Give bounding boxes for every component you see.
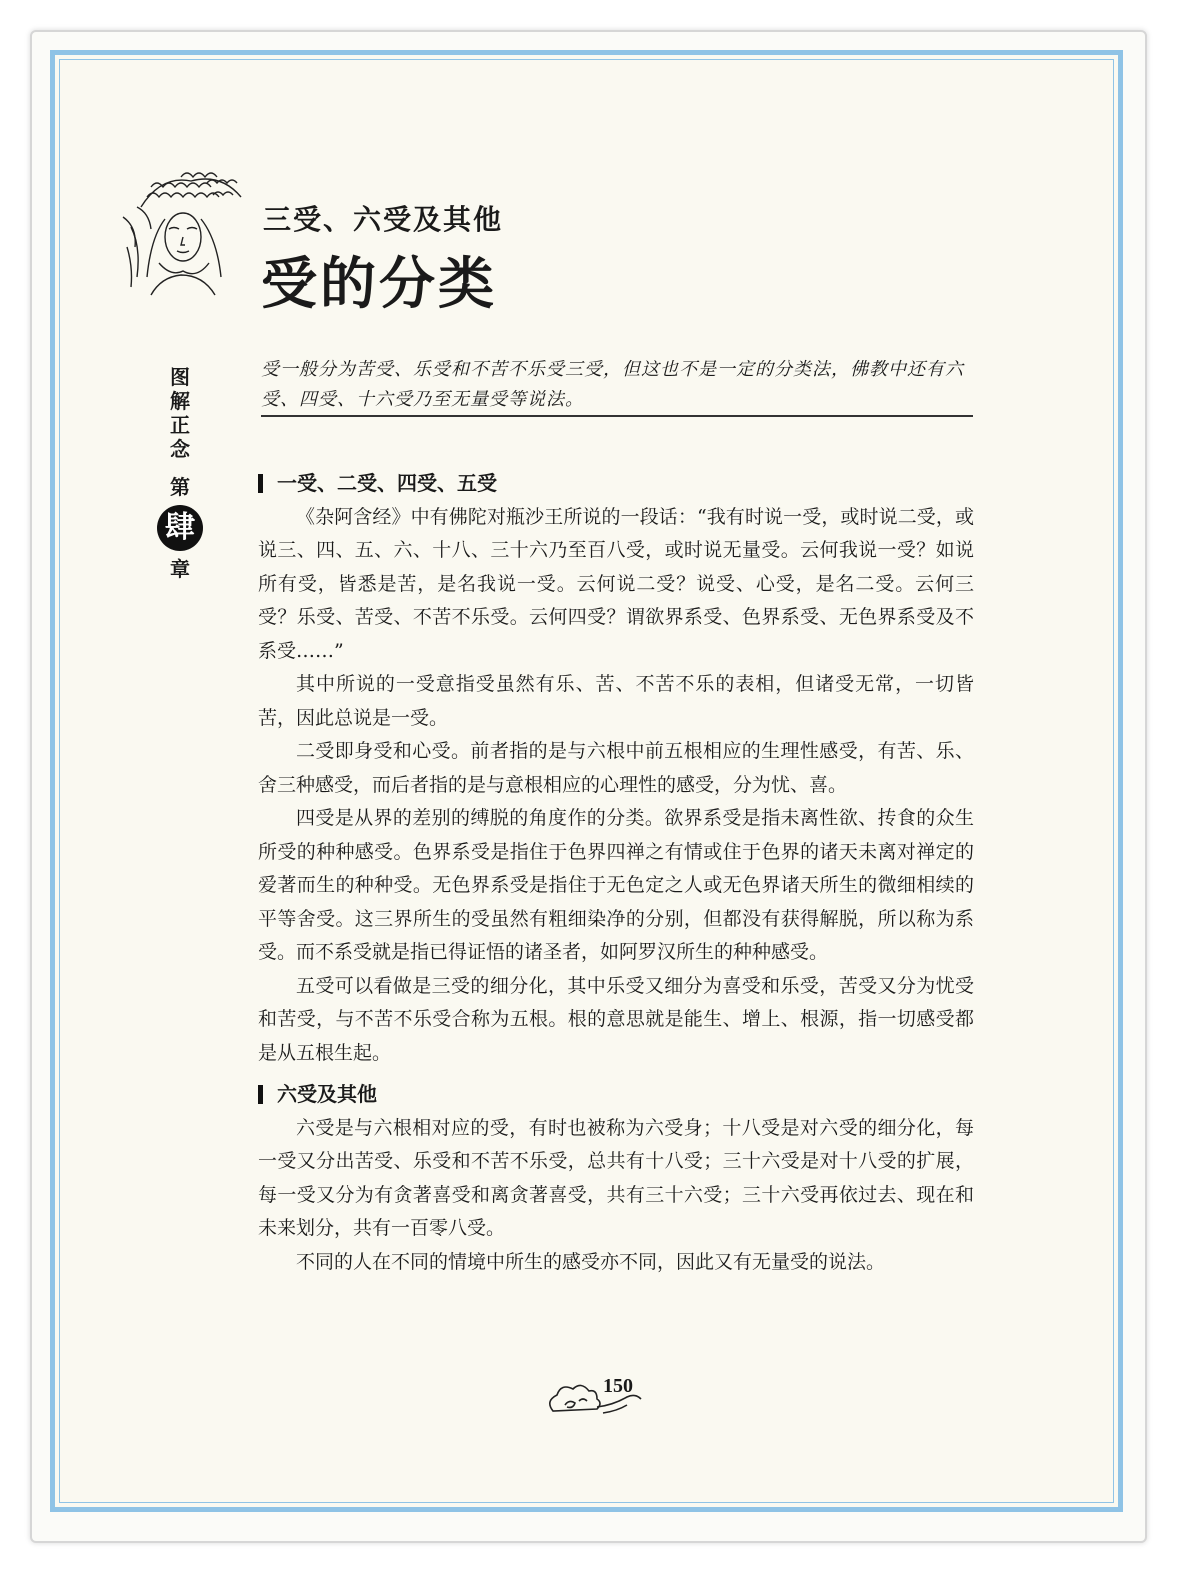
page-number: 150	[603, 1375, 633, 1397]
body-paragraph: 二受即身受和心受。前者指的是与六根中前五根相应的生理性感受，有苦、乐、舍三种感受，而后者指的是与意根相应的心理性的感受，分为忧、喜。	[258, 740, 974, 796]
side-zhang: 章	[170, 557, 190, 581]
chapter-number-badge: 肆	[157, 505, 203, 551]
side-book-title: 图解正念	[170, 365, 190, 461]
side-chapter-label	[163, 365, 197, 581]
body-paragraph: 六受是与六根相对应的受，有时也被称为六受身；十八受是对六受的细分化，每一受又分出苦受、乐受和不苦不乐受，总共有十八受；三十六受是对十八受的扩展，每一受又分为有贪著喜受和离贪著喜受，共有三十六受；三十六受再依过去、现在和未来划分，共有一百零八受。	[258, 1116, 974, 1239]
divider-rule	[261, 415, 973, 417]
body-paragraph: 五受可以看做是三受的细分化，其中乐受又细分为喜受和乐受，苦受又分为忧受和苦受，与不苦不乐受合称为五根。根的意思就是能生、增上、根源，指一切感受都是从五根生起。	[258, 974, 974, 1064]
body-paragraph: 《杂阿含经》中有佛陀对瓶沙王所说的一段话：“我有时说一受，或时说二受，或说三、四、五、六、十八、三十六乃至百八受，或时说无量受。云何我说一受？如说所有受，皆悉是苦，是名我说一受。云何说二受？说受、心受，是名二受。云何三受？乐受、苦受、不苦不乐受。云何四受？谓欲界系受、色界系受、无色界系受及不系受……”	[258, 505, 974, 662]
book-page	[50, 50, 1123, 1512]
article-body	[258, 467, 974, 1279]
body-paragraph: 不同的人在不同的情境中所生的感受亦不同，因此又有无量受的说法。	[296, 1250, 886, 1273]
section-heading-text: 一受、二受、四受、五受	[277, 471, 497, 495]
chapter-subtitle: 三受、六受及其他	[263, 203, 504, 236]
section-heading	[258, 1078, 974, 1112]
side-di: 第	[170, 475, 190, 499]
body-paragraph: 四受是从界的差别的缚脱的角度作的分类。欲界系受是指未离性欲、抟食的众生所受的种种感受。色界系受是指住于色界四禅之有情或住于色界的诸天未离对禅定的爱著而生的种种受。无色界系受是指住于无色定之人或无色界诸天所生的微细相续的平等舍受。这三界所生的受虽然有粗细染净的分别，但都没有获得解脱，所以称为系受。而不系受就是指已得证悟的诸圣者，如阿罗汉所生的种种感受。	[258, 807, 974, 963]
page-title: 受的分类	[261, 252, 497, 317]
bodhisattva-portrait-illustration	[121, 167, 247, 299]
section-heading	[258, 467, 974, 501]
heading-bar-icon	[258, 474, 263, 493]
heading-bar-icon	[258, 1085, 263, 1104]
section-heading-text: 六受及其他	[277, 1082, 377, 1106]
body-paragraph: 其中所说的一受意指受虽然有乐、苦、不苦不乐的表相，但诸受无常，一切皆苦，因此总说是一受。	[258, 673, 974, 729]
intro-summary: 受一般分为苦受、乐受和不苦不乐受三受，但这也不是一定的分类法，佛教中还有六受、四受、十六受乃至无量受等说法。	[261, 359, 964, 410]
